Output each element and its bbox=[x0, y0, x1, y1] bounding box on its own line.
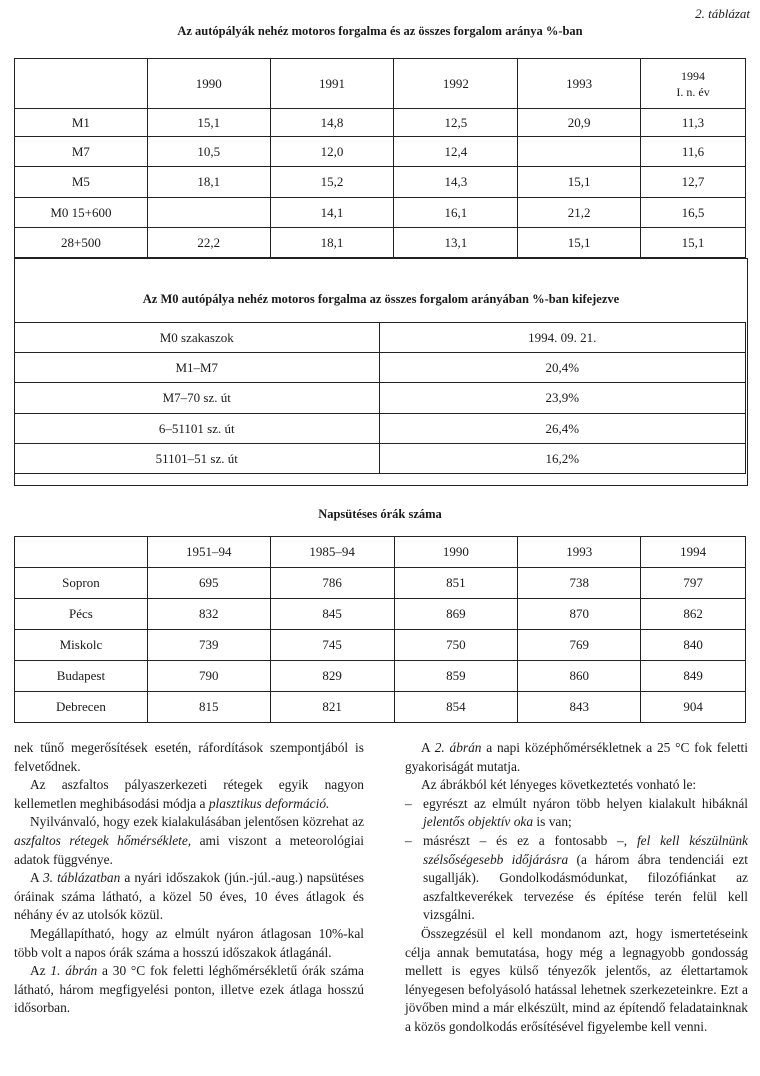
cell: 12,0 bbox=[270, 137, 394, 167]
cell: 845 bbox=[270, 599, 394, 630]
cell: 16,1 bbox=[394, 198, 518, 228]
paragraph: A 2. ábrán a napi középhőmérsékletnek a 25 °C fok feletti gyakoriságát mutatja. bbox=[405, 740, 749, 774]
cell: 14,3 bbox=[394, 167, 518, 198]
cell: 843 bbox=[518, 692, 641, 723]
cell: M0 15+600 bbox=[15, 198, 148, 228]
cell: 870 bbox=[518, 599, 641, 630]
table-header-row bbox=[15, 59, 746, 109]
cell: 15,1 bbox=[641, 228, 746, 258]
cell: 750 bbox=[394, 630, 518, 661]
header-cell: 1991 bbox=[270, 59, 394, 109]
cell: 829 bbox=[270, 661, 394, 692]
paragraph: Összegzésül el kell mondanom azt, hogy ismertetéseink célja annak bemutatása, hogy még a legnagyobb gondosság mellett is egyes külső tényezők jelentős, az élettartamok lényegesen befolyásoló hatással lehetnek szerkezeteinkre. Ezt a jövőben mind a már elkészült, mind az építendő feladatainknak a közös gondolkodás erősítésével figyelembe kell venni. bbox=[405, 925, 748, 1034]
cell: Miskolc bbox=[15, 630, 148, 661]
paragraph: Az 1. ábrán a 30 °C fok feletti léghőmérsékletű órák száma látható, három megfigyelési ponton, illetve ezek átlaga hosszú idősorban. bbox=[14, 963, 364, 1016]
paragraph: Megállapítható, hogy az elmúlt nyáron átlagosan 10%-kal több volt a napos órák száma a hosszú időszakok átlagánál. bbox=[14, 925, 364, 960]
table-row bbox=[15, 692, 746, 723]
header-cell bbox=[15, 59, 148, 109]
cell: 12,7 bbox=[641, 167, 746, 198]
header-cell: 1993 bbox=[518, 537, 641, 568]
table-row bbox=[15, 661, 746, 692]
table-number-label: 2. táblázat bbox=[695, 6, 750, 21]
cell: Sopron bbox=[15, 568, 148, 599]
cell: M5 bbox=[15, 167, 148, 198]
cell: 869 bbox=[394, 599, 518, 630]
cell: M7 bbox=[15, 137, 148, 167]
heavy-traffic-table bbox=[14, 58, 746, 258]
table-row bbox=[15, 414, 746, 444]
cell: 14,1 bbox=[270, 198, 394, 228]
cell: M1 bbox=[15, 109, 148, 137]
cell: 860 bbox=[518, 661, 641, 692]
cell: 862 bbox=[641, 599, 746, 630]
header-cell: 1990 bbox=[394, 537, 518, 568]
header-cell: 1994 I. n. év bbox=[641, 59, 746, 109]
table-row bbox=[15, 167, 746, 198]
cell: 20,4% bbox=[379, 353, 745, 383]
cell: 21,2 bbox=[518, 198, 641, 228]
cell: 11,3 bbox=[641, 109, 746, 137]
cell: 854 bbox=[394, 692, 518, 723]
cell: 10,5 bbox=[147, 137, 270, 167]
left-text-column bbox=[14, 739, 364, 1018]
cell: 769 bbox=[518, 630, 641, 661]
cell: Budapest bbox=[15, 661, 148, 692]
bullet-item: – egyrészt az elmúlt nyáron több helyen kialakult hibáknál jelentős objektív oka is van; bbox=[405, 795, 748, 830]
paragraph: A 3. táblázatban a nyári időszakok (jún.-júl.-aug.) napsütéses óráinak száma látható, a közel 50 éves, 10 éves átlagok és néhány év az utolsók közül. bbox=[14, 870, 364, 923]
cell: 16,5 bbox=[641, 198, 746, 228]
cell: 739 bbox=[147, 630, 270, 661]
cell: 15,1 bbox=[518, 228, 641, 258]
cell: 23,9% bbox=[379, 383, 745, 414]
cell: 20,9 bbox=[518, 109, 641, 137]
cell: 12,4 bbox=[394, 137, 518, 167]
cell: M7–70 sz. út bbox=[15, 383, 380, 414]
cell: 790 bbox=[147, 661, 270, 692]
paragraph: Nyilvánvaló, hogy ezek kialakulásában jelentősen közrehat az aszfaltos rétegek hőmérséklete, ami viszont a meteorológiai adatok függvénye. bbox=[14, 814, 364, 867]
paragraph: Az ábrákból két lényeges következtetés vonható le: bbox=[421, 777, 697, 793]
sunshine-hours-table bbox=[14, 536, 746, 723]
cell: 695 bbox=[147, 568, 270, 599]
cell: 11,6 bbox=[641, 137, 746, 167]
table-header-row bbox=[15, 323, 746, 353]
header-cell: 1994. 09. 21. bbox=[379, 323, 745, 353]
table-row bbox=[15, 109, 746, 137]
cell bbox=[147, 198, 270, 228]
right-text-column bbox=[405, 739, 748, 1037]
cell: Pécs bbox=[15, 599, 148, 630]
header-cell bbox=[15, 537, 148, 568]
cell: 821 bbox=[270, 692, 394, 723]
cell: 851 bbox=[394, 568, 518, 599]
cell: 18,1 bbox=[147, 167, 270, 198]
table1-title: Az autópályák nehéz motoros forgalma és az összes forgalom aránya %-ban bbox=[177, 24, 583, 38]
cell: 815 bbox=[147, 692, 270, 723]
cell: M1–M7 bbox=[15, 353, 380, 383]
table2-title: Az M0 autópálya nehéz motoros forgalma az összes forgalom arányában %-ban kifejezve bbox=[142, 292, 620, 306]
header-cell: M0 szakaszok bbox=[15, 323, 380, 353]
cell: 15,1 bbox=[518, 167, 641, 198]
cell: Debrecen bbox=[15, 692, 148, 723]
cell: 840 bbox=[641, 630, 746, 661]
cell: 859 bbox=[394, 661, 518, 692]
header-cell: 1951–94 bbox=[147, 537, 270, 568]
table-row bbox=[15, 137, 746, 167]
header-cell: 1985–94 bbox=[270, 537, 394, 568]
table-row bbox=[15, 444, 746, 474]
cell bbox=[518, 137, 641, 167]
header-cell: 1994 bbox=[641, 537, 746, 568]
bullet-item: – másrészt – és ez a fontosabb –, fel kell készülnünk szélsőségesebb időjárásra (a három ábra tendenciái ezt sugallják). Gondolkodásmódunkat, filozófiánkat az aszfaltkeverékek tervezése és építése terén felül kell vizsgálni. bbox=[405, 832, 748, 923]
cell: 786 bbox=[270, 568, 394, 599]
table-row bbox=[15, 228, 746, 258]
cell: 28+500 bbox=[15, 228, 148, 258]
table-row bbox=[15, 383, 746, 414]
m0-traffic-table bbox=[14, 322, 746, 474]
cell: 13,1 bbox=[394, 228, 518, 258]
table-header-row bbox=[15, 537, 746, 568]
cell: 904 bbox=[641, 692, 746, 723]
cell: 738 bbox=[518, 568, 641, 599]
table-row bbox=[15, 599, 746, 630]
header-cell: 1992 bbox=[394, 59, 518, 109]
paragraph: nek tűnő megerősítések esetén, ráfordítások szempontjából is felvetődnek. bbox=[14, 740, 364, 774]
table-row bbox=[15, 353, 746, 383]
cell: 832 bbox=[147, 599, 270, 630]
table-row bbox=[15, 568, 746, 599]
cell: 797 bbox=[641, 568, 746, 599]
cell: 51101–51 sz. út bbox=[15, 444, 380, 474]
paragraph: Az aszfaltos pályaszerkezeti rétegek egyik nagyon kellemetlen meghibásodási módja a plasztikus deformáció. bbox=[14, 777, 364, 811]
cell: 6–51101 sz. út bbox=[15, 414, 380, 444]
header-cell: 1993 bbox=[518, 59, 641, 109]
cell: 849 bbox=[641, 661, 746, 692]
cell: 15,1 bbox=[147, 109, 270, 137]
table3-title: Napsütéses órák száma bbox=[318, 507, 442, 521]
cell: 18,1 bbox=[270, 228, 394, 258]
cell: 15,2 bbox=[270, 167, 394, 198]
cell: 745 bbox=[270, 630, 394, 661]
cell: 14,8 bbox=[270, 109, 394, 137]
cell: 26,4% bbox=[379, 414, 745, 444]
header-cell: 1990 bbox=[147, 59, 270, 109]
table-row bbox=[15, 630, 746, 661]
table-row bbox=[15, 198, 746, 228]
cell: 22,2 bbox=[147, 228, 270, 258]
cell: 16,2% bbox=[379, 444, 745, 474]
cell: 12,5 bbox=[394, 109, 518, 137]
